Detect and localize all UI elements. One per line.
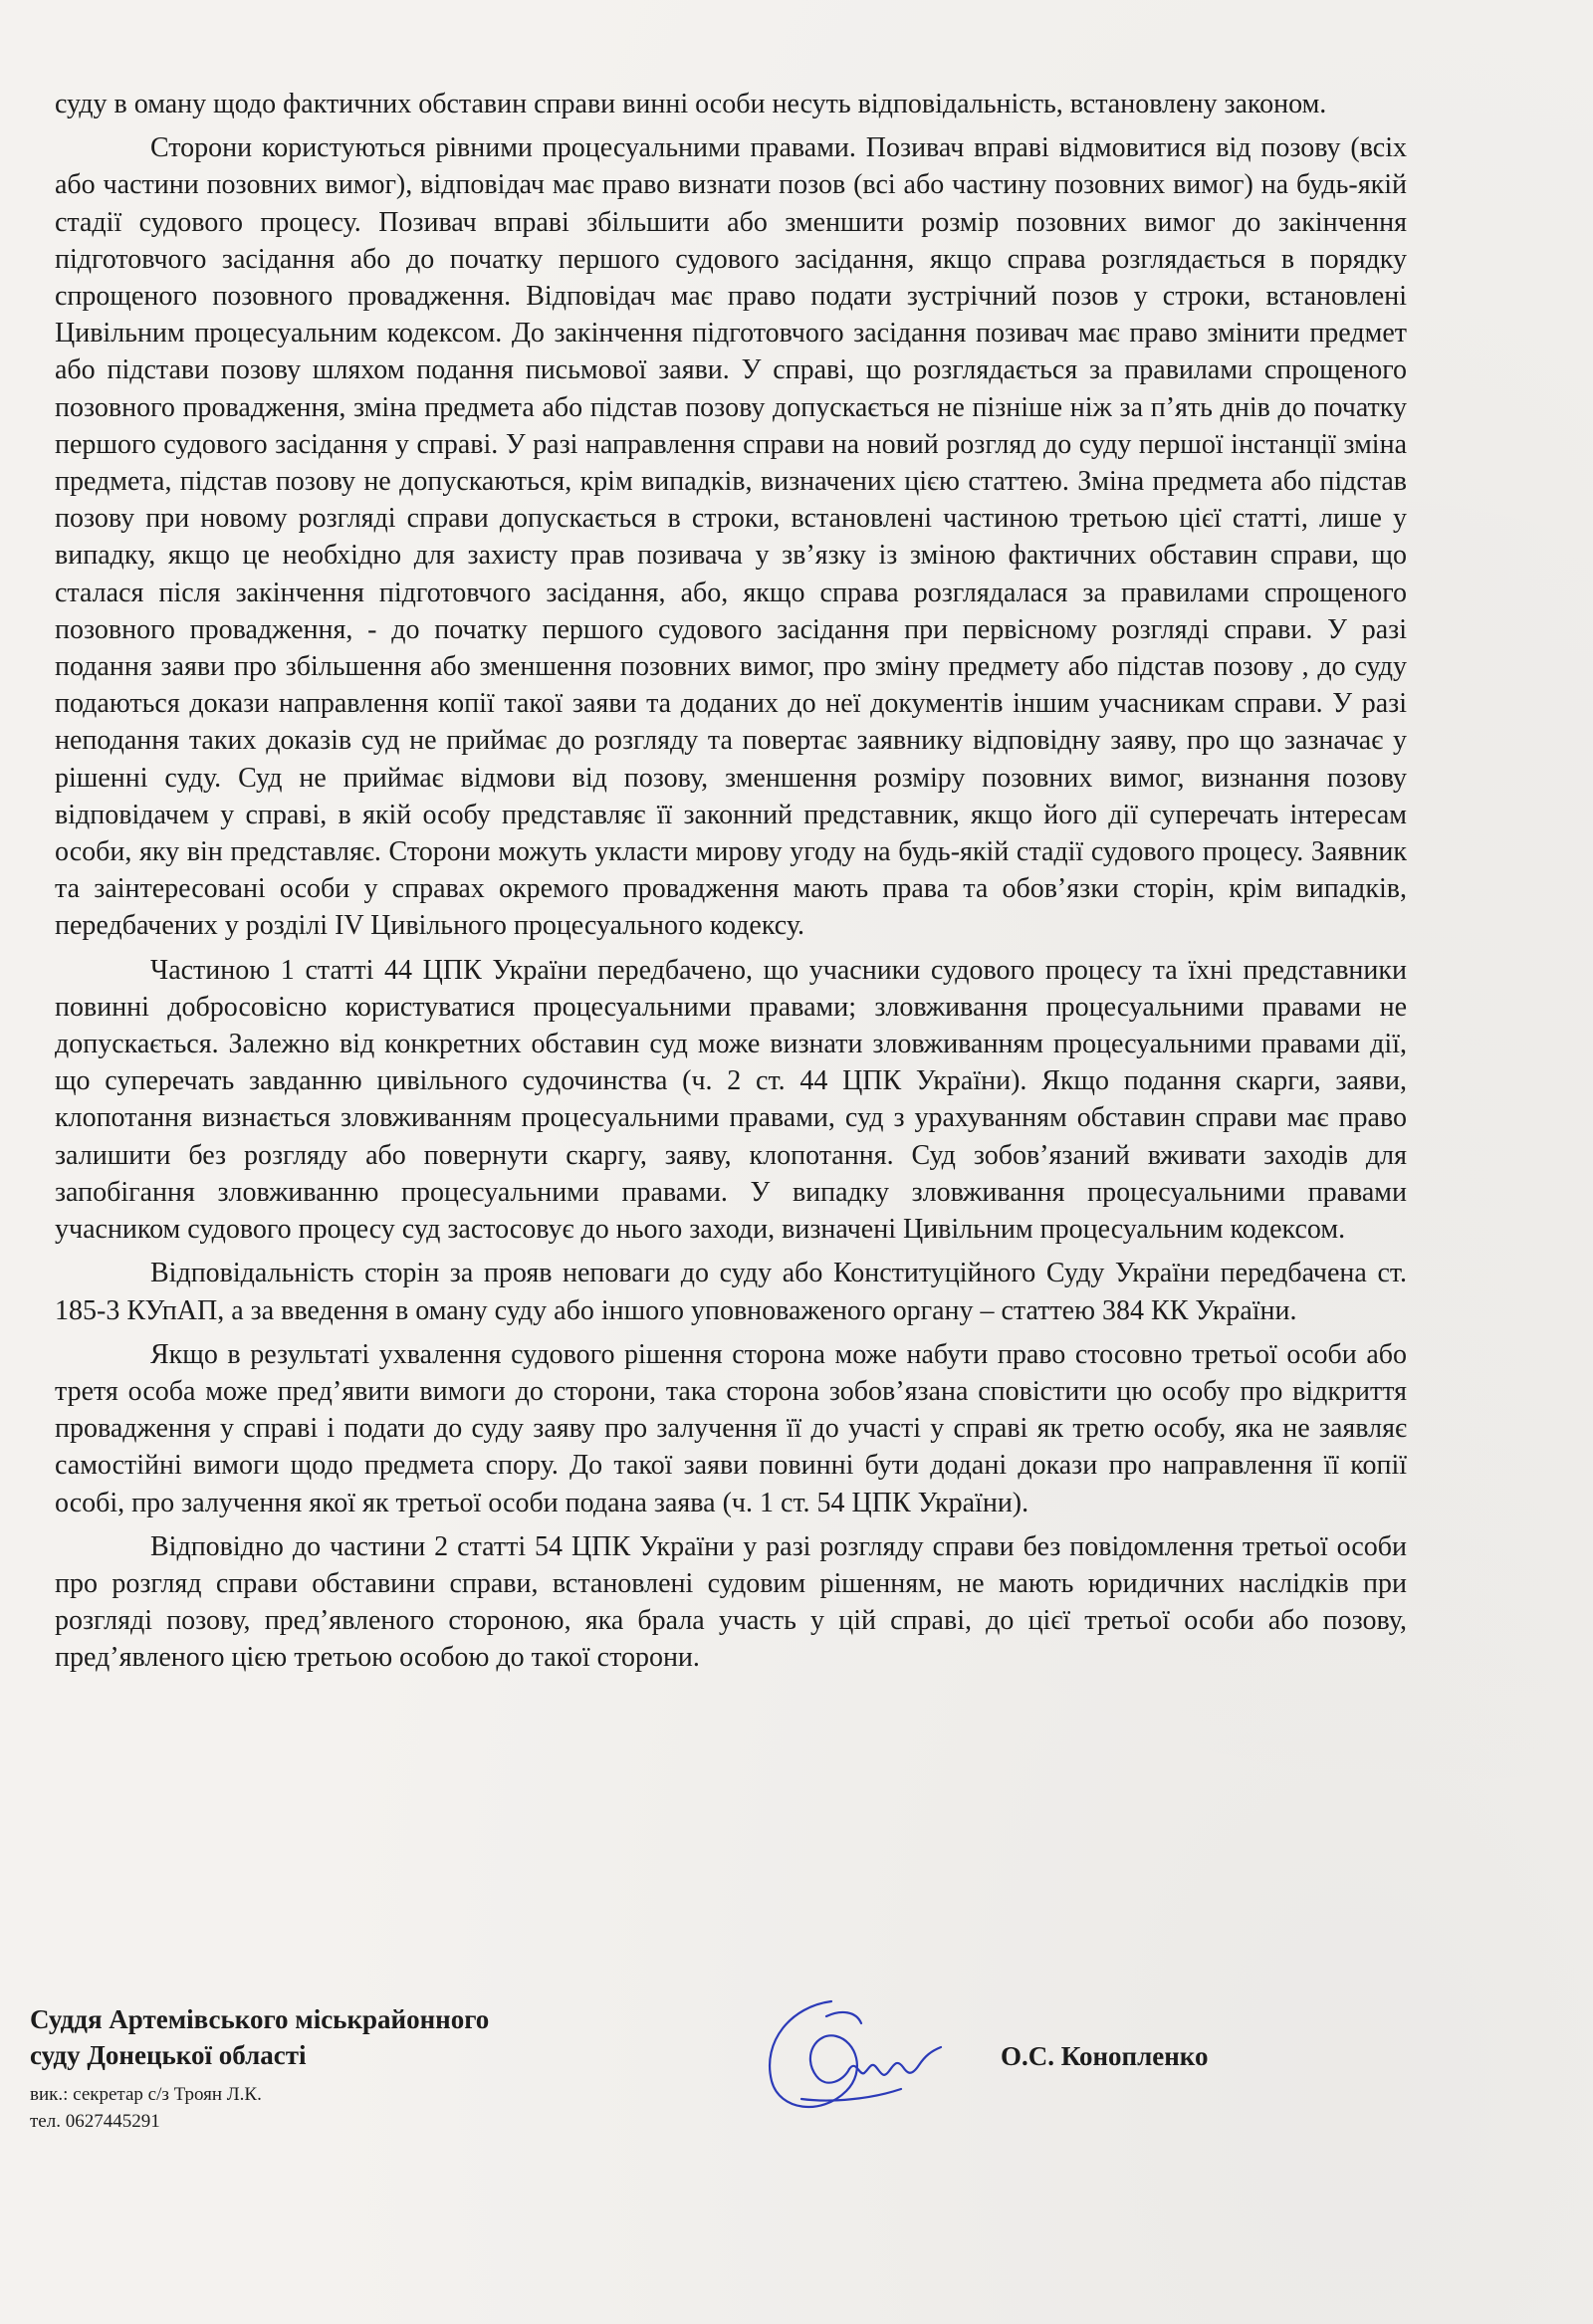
judge-name: О.С. Конопленко (1001, 2041, 1209, 2071)
judge-title-line1: Суддя Артемівського міськрайонного (30, 2004, 490, 2034)
paragraph-party-rights: Сторони користуються рівними процесуальними правами. Позивач вправі відмовитися від позову (всіх або частини позовних вимог), відповідач має право визнати позов (всі або частину позовних вимог) на будь-якій стадії судового процесу. Позивач вправі збільшити або зменшити розмір позовних вимог до закінчення підготовчого засідання або до початку першого судового засідання, якщо справа розглядається в порядку спрощеного позовного провадження. Відповідач має право подати зустрічний позов у строки, встановлені Цивільним процесуальним кодексом. До закінчення підготовчого засідання позивач має право змінити предмет або підстави позову шляхом подання письмової заяви. У справі, що розглядається за правилами спрощеного позовного провадження, зміна предмета або підстав позову допускається не пізніше ніж за п’ять днів до початку першого судового засідання у справі. У разі направлення справи на новий розгляд до суду першої інстанції зміна предмета, підстав позову не допускаються, крім випадків, визначених цією статтею. Зміна предмета або підстав позову при новому розгляді справи допускається в строки, встановлені частиною третьою цієї статті, лише у випадку, якщо це необхідно для захисту прав позивача у зв’язку із зміною фактичних обставин справи, що сталася після закінчення підготовчого засідання, або, якщо справа розглядалася за правилами спрощеного позовного провадження, - до початку першого судового засідання при первісному розгляді справи. У разі подання заяви про збільшення або зменшення позовних вимог, про зміну предмету або підстав позову , до суду подаються докази направлення копії такої заяви та доданих до неї документів іншим учасникам справи. У разі неподання таких доказів суд не приймає до розгляду та повертає заявнику відповідну заяву, про що зазначає у рішенні суду. Суд не приймає відмови від позову, зменшення розміру позовних вимог, визнання позову відповідачем у справі, в якій особу представляє її законний представник, якщо його дії суперечать інтересам особи, яку він представляє. Сторони можуть укласти мирову угоду на будь-якій стадії судового процесу. Заявник та заінтересовані особи у справах окремого провадження мають права та обов’язки сторін, крім випадків, передбачених у розділі IV Цивільного процесуального кодексу. (55, 132, 1407, 942)
handwritten-signature (732, 1981, 961, 2131)
paragraph-liability: Відповідальність сторін за прояв неповаги до суду або Конституційного Суду України передбачена ст. 185-3 КУпАП, а за введення в оману суду або іншого уповноваженого органу – статтею 384 КК України. (55, 1258, 1407, 1326)
executor-info (30, 2081, 262, 2135)
judge-title (30, 2001, 489, 2073)
document-body (55, 86, 1407, 1684)
paragraph-continuation: суду в оману щодо фактичних обставин справи винні особи несуть відповідальність, встановлену законом. (55, 89, 1327, 119)
phone-line: тел. 0627445291 (30, 2111, 160, 2132)
signature-block (30, 2001, 1404, 2161)
executor-line: вик.: секретар с/з Троян Л.К. (30, 2084, 262, 2105)
paragraph-third-party-notice: Відповідно до частини 2 статті 54 ЦПК України у разі розгляду справи без повідомлення третьої особи про розгляд справи обставини справи, встановлені судовим рішенням, не мають юридичних наслідків при розгляді позову, пред’явленого стороною, яка брала участь у цій справі, до цієї третьої особи або позову, пред’явленого цією третьою особою до такої сторони. (55, 1530, 1407, 1674)
judge-title-line2: суду Донецької області (30, 2040, 307, 2070)
paragraph-abuse-of-rights: Частиною 1 статті 44 ЦПК України передбачено, що учасники судового процесу та їхні представники повинні добросовісно користуватися процесуальними правами; зловживання процесуальними правами не допускається. Залежно від конкретних обставин суд може визнати зловживанням процесуальними правами дії, що суперечать завданню цивільного судочинства (ч. 2 ст. 44 ЦПК України). Якщо подання скарги, заяви, клопотання визнається зловживанням процесуальними правами, суд з урахуванням обставин справи має право залишити без розгляду або повернути скаргу, заяву, клопотання. Суд зобов’язаний вживати заходів для запобігання зловживанню процесуальними правами. У випадку зловживання процесуальними правами учасником судового процесу суд застосовує до нього заходи, визначені Цивільним процесуальним кодексом. (55, 954, 1407, 1246)
paragraph-third-party: Якщо в результаті ухвалення судового рішення сторона може набути право стосовно третьої особи або третя особа може пред’явити вимоги до сторони, така сторона зобов’язана сповістити цю особу про відкриття провадження у справі і подати до суду заяву про залучення її до участі у справі як третю особу, яка не заявляє самостійні вимоги щодо предмета спору. До такої заяви повинні бути додані докази про направлення її копії особі, про залучення якої як третьої особи подана заява (ч. 1 ст. 54 ЦПК України). (55, 1338, 1407, 1518)
